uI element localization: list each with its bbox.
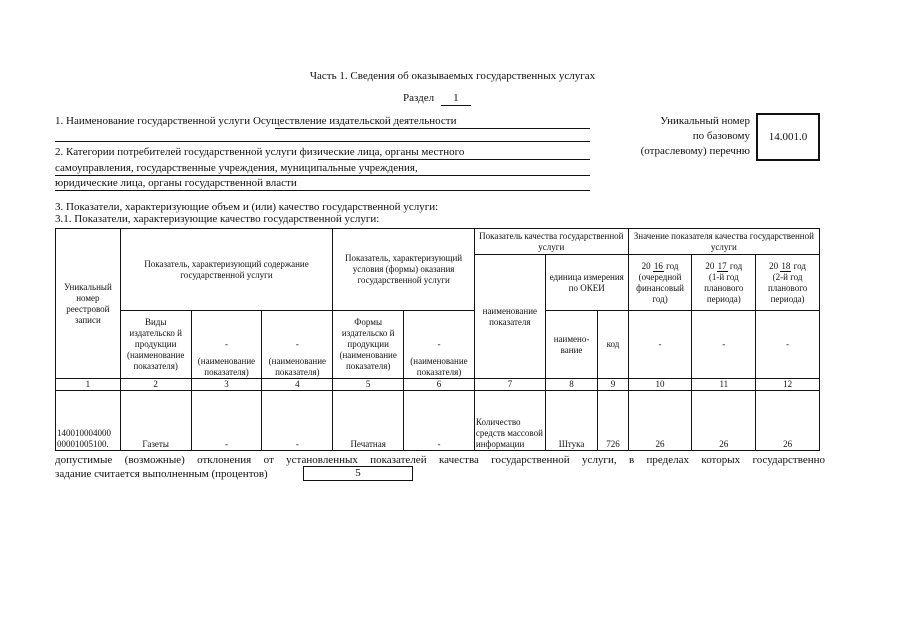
year2-yy: 17 — [717, 260, 727, 271]
year3-note: (2-й год планового периода) — [767, 271, 808, 304]
deviation-line2: задание считается выполненным (процентов) — [55, 468, 268, 480]
col-number: 12 — [756, 379, 820, 391]
col5-sub-top: Формы издательско й продукции — [341, 317, 395, 349]
section-number: 1 — [441, 92, 471, 106]
service-name-label: 1. Наименование государственной услуги — [55, 115, 251, 127]
subheader-year1-dash: - — [628, 311, 692, 379]
cell-c5: Печатная — [333, 391, 404, 451]
indicators-item3: 3. Показатели, характеризующие объем и (или) качество государственной услуги: — [55, 201, 439, 213]
service-name-underline — [275, 128, 590, 129]
col-number: 1 — [56, 379, 121, 391]
col3-sub-note: (наименование показателя) — [197, 356, 256, 377]
unique-number-label — [610, 115, 750, 158]
header-unique-number: Уникальный номер реестровой записи — [56, 229, 121, 379]
year3-suffix: год — [793, 260, 806, 271]
col-number: 11 — [692, 379, 756, 391]
year3-yy: 18 — [781, 260, 791, 271]
unique-number-code-box — [756, 113, 820, 161]
subheader-col5 — [333, 311, 404, 379]
col6-sub-dash: - — [437, 339, 441, 349]
cell-c7: Количество средств массовой информации — [474, 391, 545, 451]
col-number: 4 — [262, 379, 333, 391]
col2-sub-note: (наименование показателя) — [126, 350, 185, 371]
year1-yy: 16 — [653, 260, 663, 271]
service-name-line2 — [55, 141, 590, 142]
header-quality: Показатель качества государственной услуги — [474, 229, 628, 255]
year2-note: (1-й год планового периода) — [704, 271, 744, 304]
subheader-unit-code: код — [598, 311, 628, 379]
subheader-col4 — [262, 311, 333, 379]
header-year-2 — [692, 255, 756, 311]
consumers-row1 — [55, 146, 464, 159]
year2-prefix: 20 — [705, 260, 715, 271]
header-indicator-name: наименование показателя — [474, 255, 545, 379]
cell-c10: 26 — [628, 391, 692, 451]
cell-c3: - — [191, 391, 262, 451]
part-title: Часть 1. Сведения об оказываемых государственных услугах — [309, 70, 596, 82]
col4-sub-dash: - — [295, 339, 299, 349]
col-number: 8 — [545, 379, 598, 391]
unique-number-line2: по базовому — [692, 130, 750, 142]
subheader-col6 — [404, 311, 475, 379]
col-number: 3 — [191, 379, 262, 391]
indicators-item31: 3.1. Показатели, характеризующие качество государственной услуги: — [55, 213, 380, 225]
col-number: 10 — [628, 379, 692, 391]
quality-table — [55, 228, 820, 451]
cell-c9: 726 — [598, 391, 628, 451]
unique-number-line1: Уникальный номер — [660, 115, 750, 127]
col-number: 7 — [474, 379, 545, 391]
cell-c2: Газеты — [120, 391, 191, 451]
year2-suffix: год — [729, 260, 743, 271]
section-label: Раздел — [403, 92, 435, 104]
deviation-line1: допустимые (возможные) отклонения от установленных показателей качества государственной услуги, в пределах которых государственно — [55, 454, 825, 466]
cell-c12: 26 — [756, 391, 820, 451]
consumers-line2: самоуправления, государственные учреждения, муниципальные учреждения, — [55, 162, 418, 174]
header-unit: единица измерения по ОКЕИ — [545, 255, 628, 311]
col-number: 2 — [120, 379, 191, 391]
header-value: Значение показателя качества государственной услуги — [628, 229, 819, 255]
cell-c6: - — [404, 391, 475, 451]
table-row — [56, 391, 820, 451]
header-content: Показатель, характеризующий содержание государственной услуги — [120, 229, 333, 311]
consumers-label: 2. Категории потребителей государственной услуги — [55, 146, 297, 158]
col3-sub-dash: - — [224, 339, 228, 349]
year1-note: (очередной финансовый год) — [636, 271, 684, 304]
header-year-1 — [628, 255, 692, 311]
col-number: 9 — [598, 379, 628, 391]
subheader-unit-name: наимено-вание — [545, 311, 598, 379]
year1-suffix: год — [666, 260, 679, 271]
col4-sub-note: (наименование показателя) — [268, 356, 327, 377]
deviation-value-box — [303, 466, 413, 481]
consumers-underline2 — [55, 175, 590, 176]
subheader-year3-dash: - — [756, 311, 820, 379]
consumers-underline3 — [55, 190, 590, 191]
year1-prefix: 20 — [641, 260, 651, 271]
consumers-line1: физические лица, органы местного — [299, 146, 465, 158]
unique-number-line3: (отраслевому) перечню — [640, 145, 750, 157]
col6-sub-note: (наименование показателя) — [410, 356, 468, 377]
header-year-3 — [756, 255, 820, 311]
deviation-value: 5 — [355, 467, 361, 479]
col-number: 5 — [333, 379, 404, 391]
column-numbers-row — [56, 379, 820, 391]
header-conditions: Показатель, характеризующий условия (формы) оказания государственной услуги — [333, 229, 475, 311]
service-name-value: Осуществление издательской деятельности — [252, 115, 457, 127]
subheader-col3 — [191, 311, 262, 379]
subheader-col2 — [120, 311, 191, 379]
unique-number-code: 14.001.0 — [768, 130, 808, 143]
cell-c4: - — [262, 391, 333, 451]
cell-unique: 140010004000 00001005100. — [56, 391, 121, 451]
year3-prefix: 20 — [769, 260, 779, 271]
subheader-year2-dash: - — [692, 311, 756, 379]
col2-sub-top: Виды издательско й продукции — [129, 317, 182, 349]
col-number: 6 — [404, 379, 475, 391]
cell-c11: 26 — [692, 391, 756, 451]
col5-sub-note: (наименование показателя) — [339, 350, 397, 371]
section-row — [403, 92, 471, 106]
consumers-line3: юридические лица, органы государственной власти — [55, 177, 297, 189]
consumers-underline1 — [318, 159, 590, 160]
service-name-row — [55, 115, 456, 128]
cell-c8: Штука — [545, 391, 598, 451]
